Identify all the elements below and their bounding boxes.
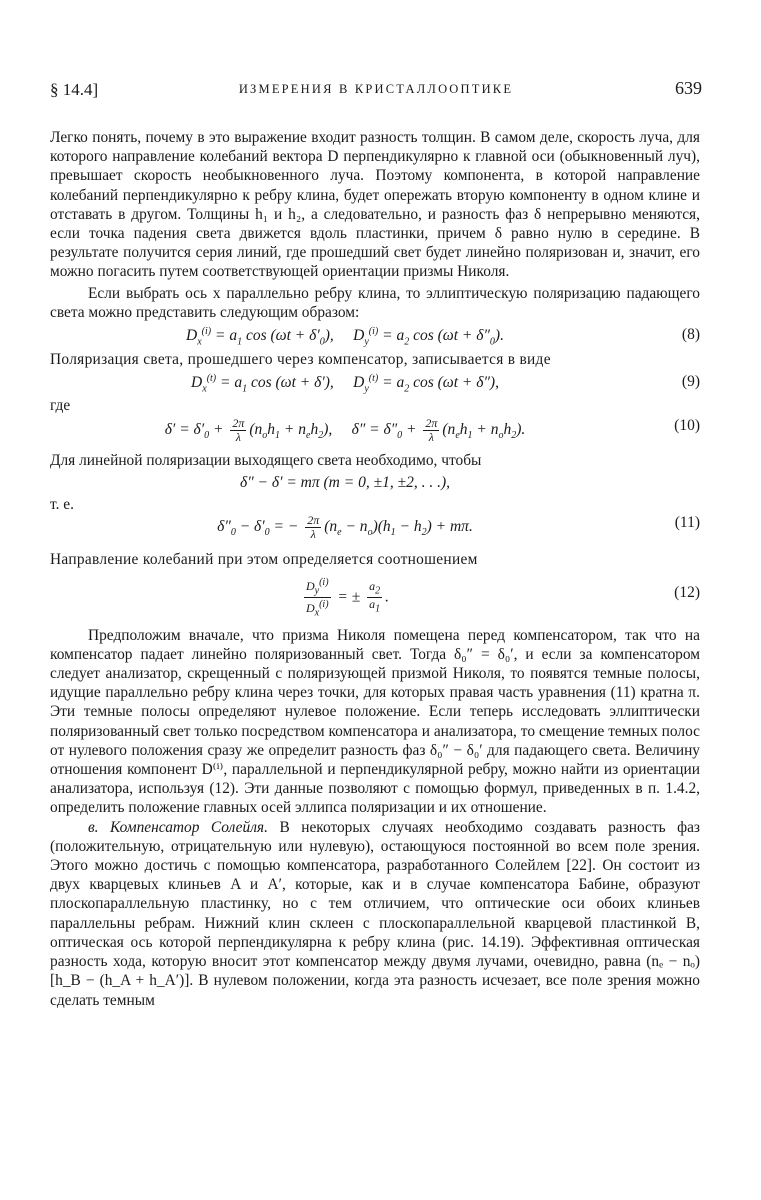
paragraph-1: Легко понять, почему в это выражение входит разность толщин. В самом деле, скорость луча, для которого направление колебаний вектора D перпендикулярно к главной оси (обыкновенный луч), превышает скорость необыкновенного луча. Поэтому компонента, в которой направление колебаний перпендикулярно к ребру клина, будет опережать вторую компоненту в одном клине и отставать в другом. Толщины h₁ и h₂, а следовательно, и разность фаз δ непрерывно меняются, если точка падения света движется вдоль пластинки, причем δ равно нулю в середине. В результате получится серия линий, где прошедший свет будет линейно поляризован и, значит, его можно погасить путем соответствующей ориентации призмы Николя. <box>50 129 700 281</box>
equation-number-11: (11) <box>674 514 700 532</box>
equation-number-9: (9) <box>681 373 700 391</box>
equation-12: $\frac{D_y^{(i)}}{D_x^{(i)}}$ = ± $\frac{a_2}{a_1}$ . (12) <box>305 576 700 619</box>
equation-10: $\delta' = \delta'_0$ + $\frac{2\pi}{\lambda}$ $(n_oh_1 + n_eh_2)$, $\delta'' = \delta''_0$ + $\frac{2\pi}{\lambda}$ $(n_eh_1 + n_oh_2)$. (10) <box>164 416 700 445</box>
equation-9: $D_x^{(t)} = a_1$ cos (ωt + δ′), $D_y^{(t)} = a_2$ cos (ωt + δ″), (9) <box>191 373 700 395</box>
paragraph-7-text: В некоторых случаях необходимо создавать разность фаз (положительную, отрицательную или нулевую), остающуюся постоянной во всем поле зрения. Этого можно достичь с помощью компенсатора, разработанного Солейлем [22]. Он состоит из двух кварцевых клиньев A и A′, которые, как и в случае компенсатора Бабине, образуют плоскопараллельную пластинку, но с тем отличием, что оптические оси обоих клиньев параллельны ребрам. Нижний клин склеен с плоскопараллельной кварцевой пластинкой B, оптическая ось которой перпендикулярна к ребру клина (рис. 14.19). Эффективная оптическая разность хода, которую вносит этот компенсатор между двумя лучами, очевидно, равна (nₑ − nₒ)[h_B − (h_A + h_A′)]. В нулевом положении, когда эта разность исчезает, все поле зрения можно сделать темным <box>50 818 700 1009</box>
equation-number-10: (10) <box>674 417 700 435</box>
equation-multiple-text: δ″ − δ′ = mπ (m = 0, ±1, ±2, . . .), <box>240 474 450 492</box>
paragraph-2: Если выбрать ось x параллельно ребру клина, то эллиптическую поляризацию падающего света можно представить следующим образом: <box>50 284 700 321</box>
paragraph-7 <box>50 818 700 1010</box>
equation-multiple <box>50 470 700 496</box>
subsection-title: в. Компенсатор Солейля. <box>88 818 268 836</box>
body-text <box>50 128 700 1010</box>
equation-11: $\delta''_0 - \delta'_0$ = − $\frac{2\pi}{\lambda}$ $(n_e - n_o)(h_1 - h_2) + m\pi$. (11) <box>217 513 700 542</box>
paragraph-5: Направление колебаний при этом определяется соотношением <box>50 551 478 569</box>
running-title: ИЗМЕРЕНИЯ В КРИСТАЛЛООПТИКЕ <box>238 82 514 96</box>
ie-label: т. е. <box>50 496 74 514</box>
running-header <box>50 80 702 104</box>
paragraph-3: Поляризация света, прошедшего через компенсатор, записывается в виде <box>50 351 551 369</box>
equation-number-8: (8) <box>681 326 700 344</box>
equation-8: $D_x^{(i)} = a_1$ $\cos (\omega t + \delta'_0)$, $D_y^{(i)} = a_2$ $\cos (\omega t + \delta''_0)$. (8) <box>186 326 700 348</box>
paragraph-4: Для линейной поляризации выходящего света необходимо, чтобы <box>50 452 482 470</box>
where-label: где <box>50 397 71 415</box>
section-ref: § 14.4] <box>50 80 99 99</box>
page-number: 639 <box>675 78 702 98</box>
equation-number-12: (12) <box>674 583 700 601</box>
paragraph-6: Предположим вначале, что призма Николя помещена перед компенсатором, так что на компенсатор падает линейно поляризованный свет. Тогда δ₀″ = δ₀′, и если за компенсатором следует анализатор, скрещенный с поляризующей призмой Николя, то появятся темные полосы, идущие параллельно ребру клина через точки, для которых правая часть уравнения (11) кратна π. Эти темные полосы определяют нулевое положение. Если теперь исследовать эллиптически поляризованный свет только посредством компенсатора и анализатора, то смещение темных полос от нулевого положения сразу же определит разность фаз δ₀″ − δ₀′ для падающего света. Величину отношения компонент D⁽ⁱ⁾, параллельной и перпендикулярной ребру, можно найти из ориентации анализатора, используя (12). Эти данные позволяют с помощью формул, приведенных в п. 1.4.2, определить положение главных осей эллипса поляризации и их отношение. <box>50 626 700 817</box>
